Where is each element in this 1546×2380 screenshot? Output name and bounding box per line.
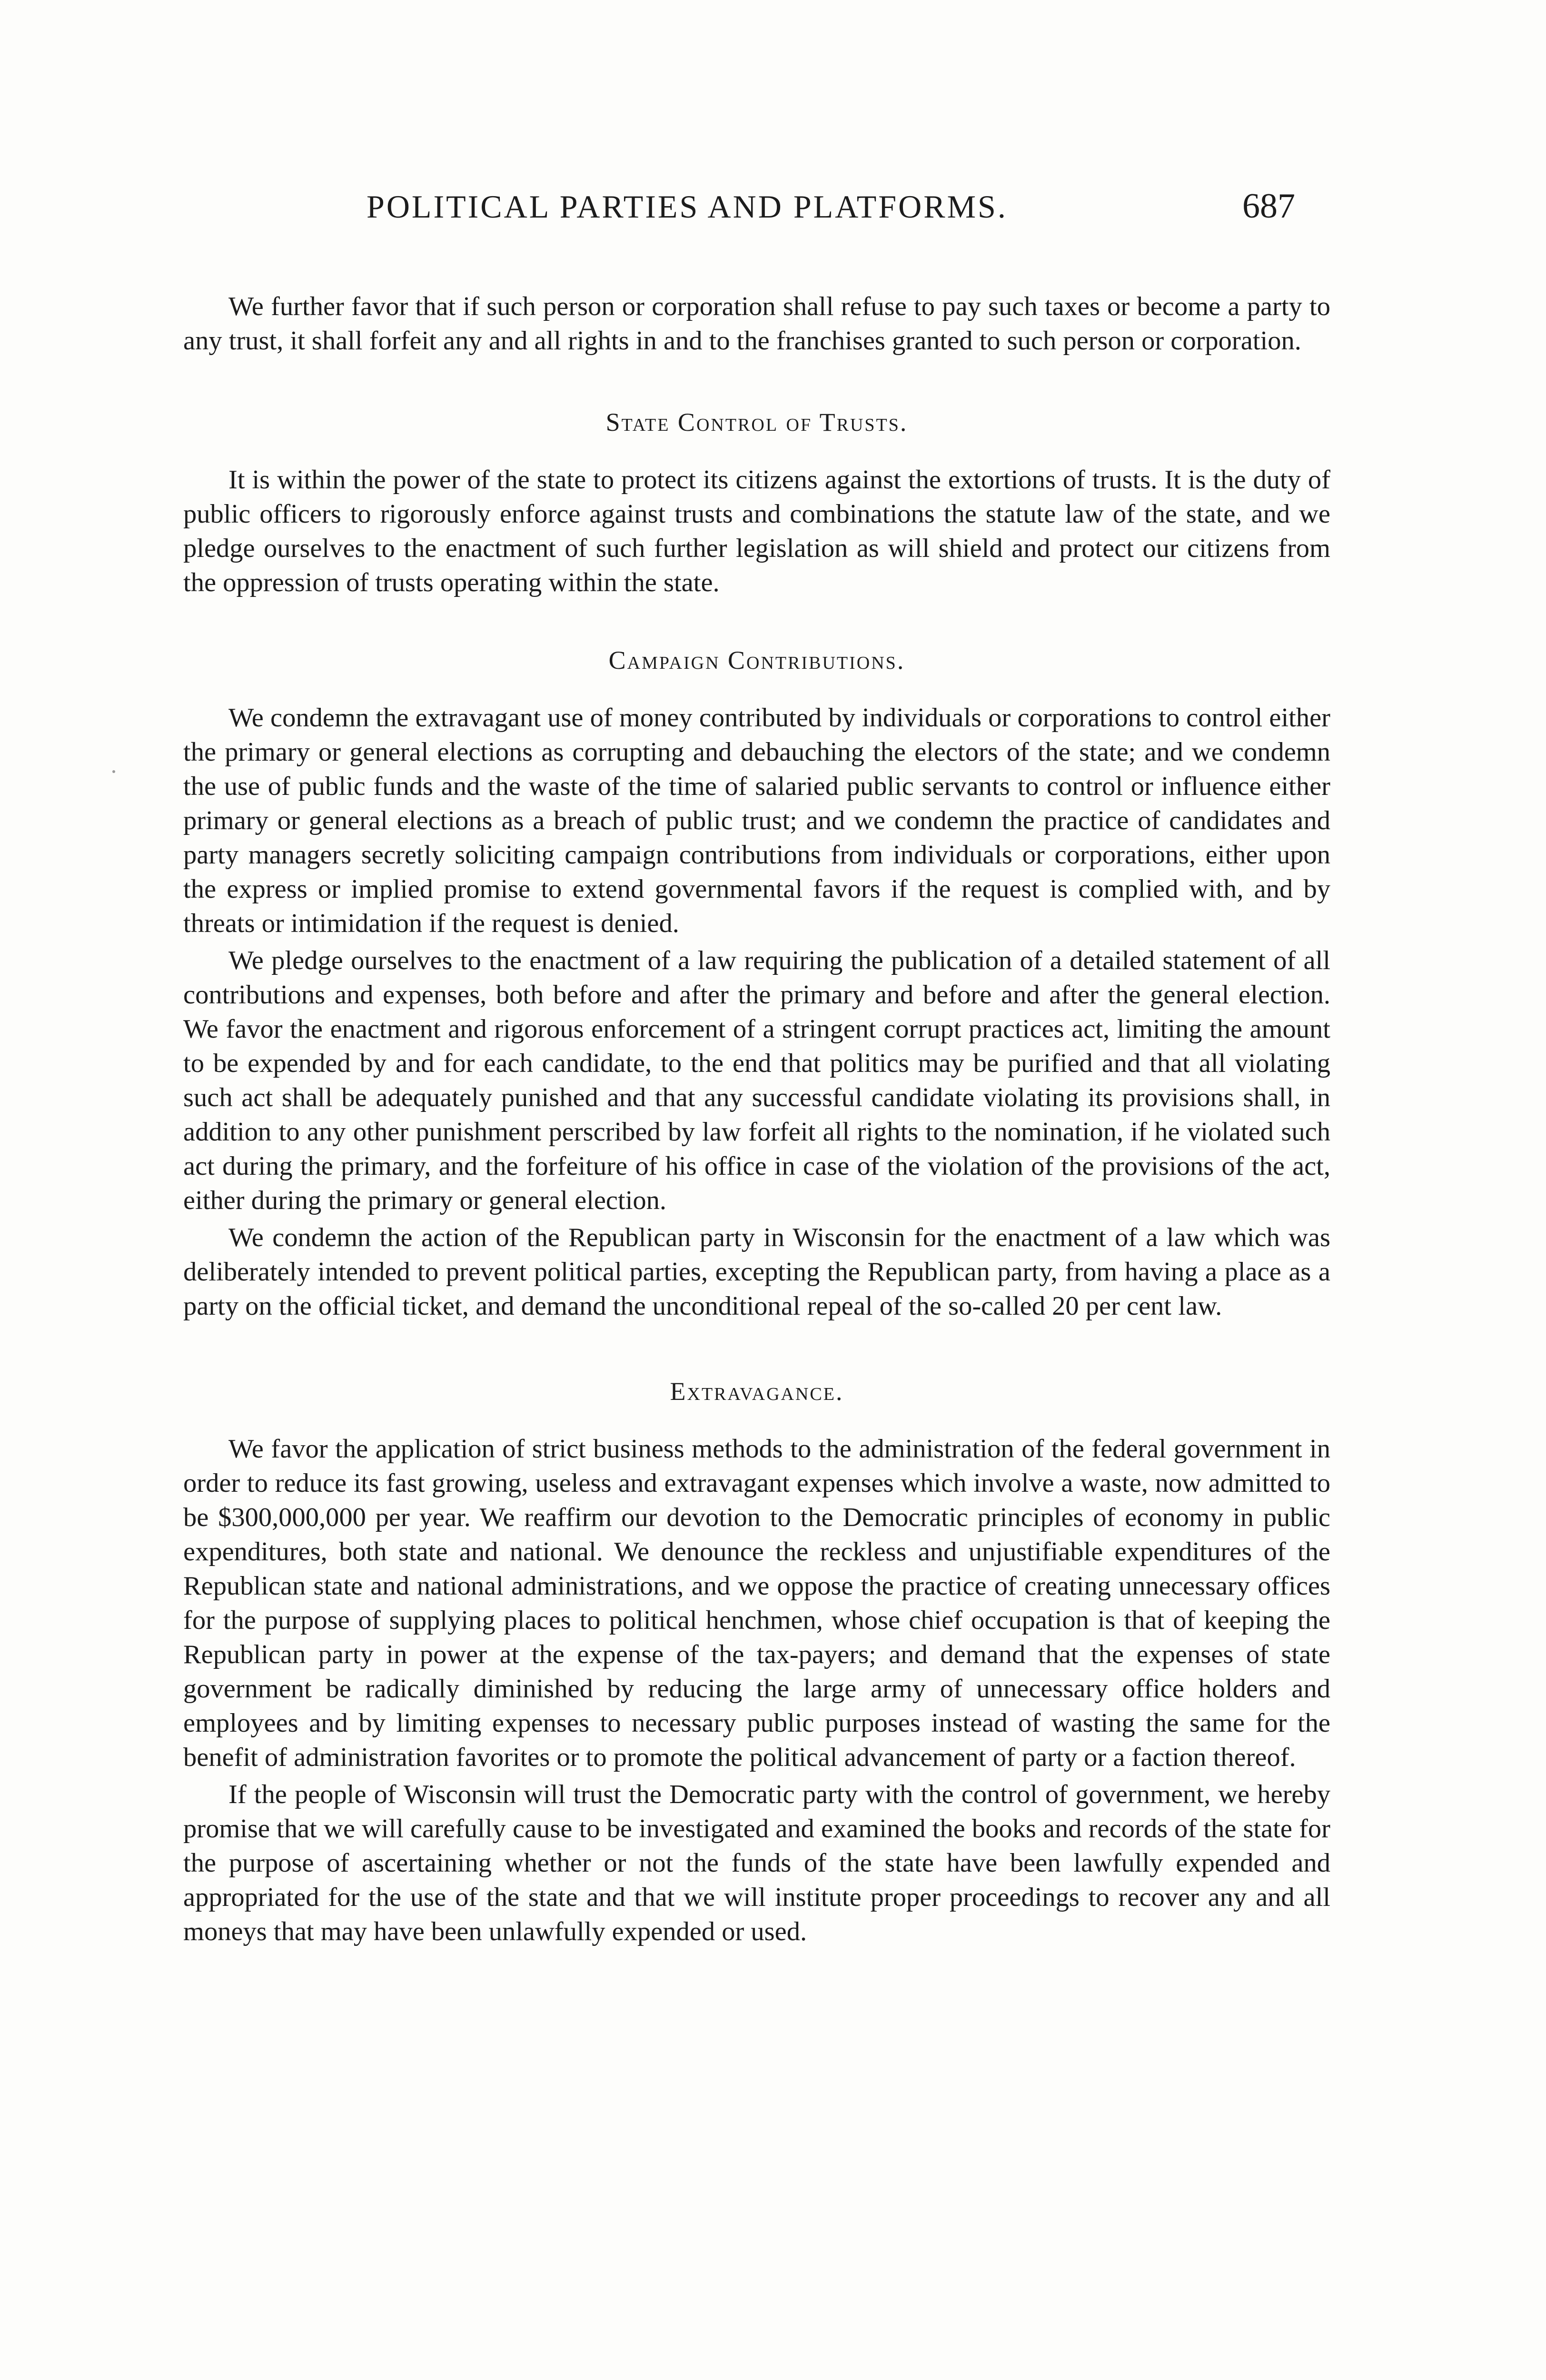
section-heading-extravagance: Extravagance. — [670, 1377, 844, 1406]
paragraph-intro: We further favor that if such person or corporation shall refuse to pay such taxes or become a party to any trust, it shall forfeit any and all rights in and to the franchises granted to such person or corporation. — [183, 292, 1330, 356]
section-heading-state-control: State Control of Trusts. — [605, 408, 908, 436]
paragraph-extravagance-1: We favor the application of strict business methods to the administration of the federal government in order to reduce its fast growing, useless and extravagant expenses which involve a waste, now admitted to be $300,000,000 per year. We reaffirm our devotion to the Democratic principles of economy in public expenditures, both state and national. We denounce the reckless and unjustifiable expenditures of the Republican state and national administrations, and we oppose the practice of creating unnecessary offices for the purpose of supplying places to political henchmen, whose chief occupation is that of keeping the Republican party in power at the expense of the tax-payers; and demand that the expenses of state government be radically diminished by reducing the large army of unnecessary office holders and employees and by limiting expenses to necessary public purposes instead of wasting the same for the benefit of administration favorites or to promote the political advancement of party or a faction thereof. — [183, 1434, 1330, 1772]
paragraph-campaign-3: We condemn the action of the Republican party in Wisconsin for the enactment of a law which was deliberately intended to prevent political parties, excepting the Republican party, from having a place as a party on the official ticket, and demand the unconditional repeal of the so-called 20 per cent law. — [183, 1223, 1330, 1321]
paragraph-state-control: It is within the power of the state to protect its citizens against the extortions of trusts. It is the duty of public officers to rigorously enforce against trusts and combinations the statute law of the state, and we pledge ourselves to the enactment of such further legislation as will shield and protect our citizens from the oppression of trusts operating within the state. — [183, 465, 1330, 597]
page-number: 687 — [1242, 187, 1295, 226]
running-title: POLITICAL PARTIES AND PLATFORMS. — [367, 188, 1008, 225]
page-body — [183, 289, 1330, 1949]
paragraph-campaign-1: We condemn the extravagant use of money contributed by individuals or corporations to control either the primary or general elections as corrupting and debauching the electors of the state; and we condemn the use of public funds and the waste of the time of salaried public servants to control or influence either primary or general elections as a breach of public trust; and we condemn the practice of candidates and party managers secretly soliciting campaign contributions from individuals or corporations, either upon the express or implied promise to extend governmental favors if the request is complied with, and by threats or intimidation if the request is denied. — [183, 703, 1330, 938]
paragraph-extravagance-2: If the people of Wisconsin will trust the Democratic party with the control of government, we hereby promise that we will carefully cause to be investigated and examined the books and records of the state for the purpose of ascertaining whether or not the funds of the state have been lawfully expended and appropriated for the use of the state and that we will institute proper proceedings to recover any and all moneys that may have been unlawfully expended or used. — [183, 1780, 1330, 1946]
section-heading-campaign: Campaign Contributions. — [608, 646, 905, 674]
paper-speck — [112, 770, 115, 773]
paragraph-campaign-2: We pledge ourselves to the enactment of a law requiring the publication of a detailed statement of all contributions and expenses, both before and after the primary and before and after the general election. We favor the enactment and rigorous enforcement of a stringent corrupt practices act, limiting the amount to be expended by and for each candidate, to the end that politics may be purified and that all violating such act shall be adequately punished and that any successful candidate violating its provisions shall, in addition to any other punishment perscribed by law forfeit all rights to the nomination, if he violated such act during the primary, and the forfeiture of his office in case of the violation of the provisions of the act, either during the primary or general election. — [183, 946, 1330, 1215]
